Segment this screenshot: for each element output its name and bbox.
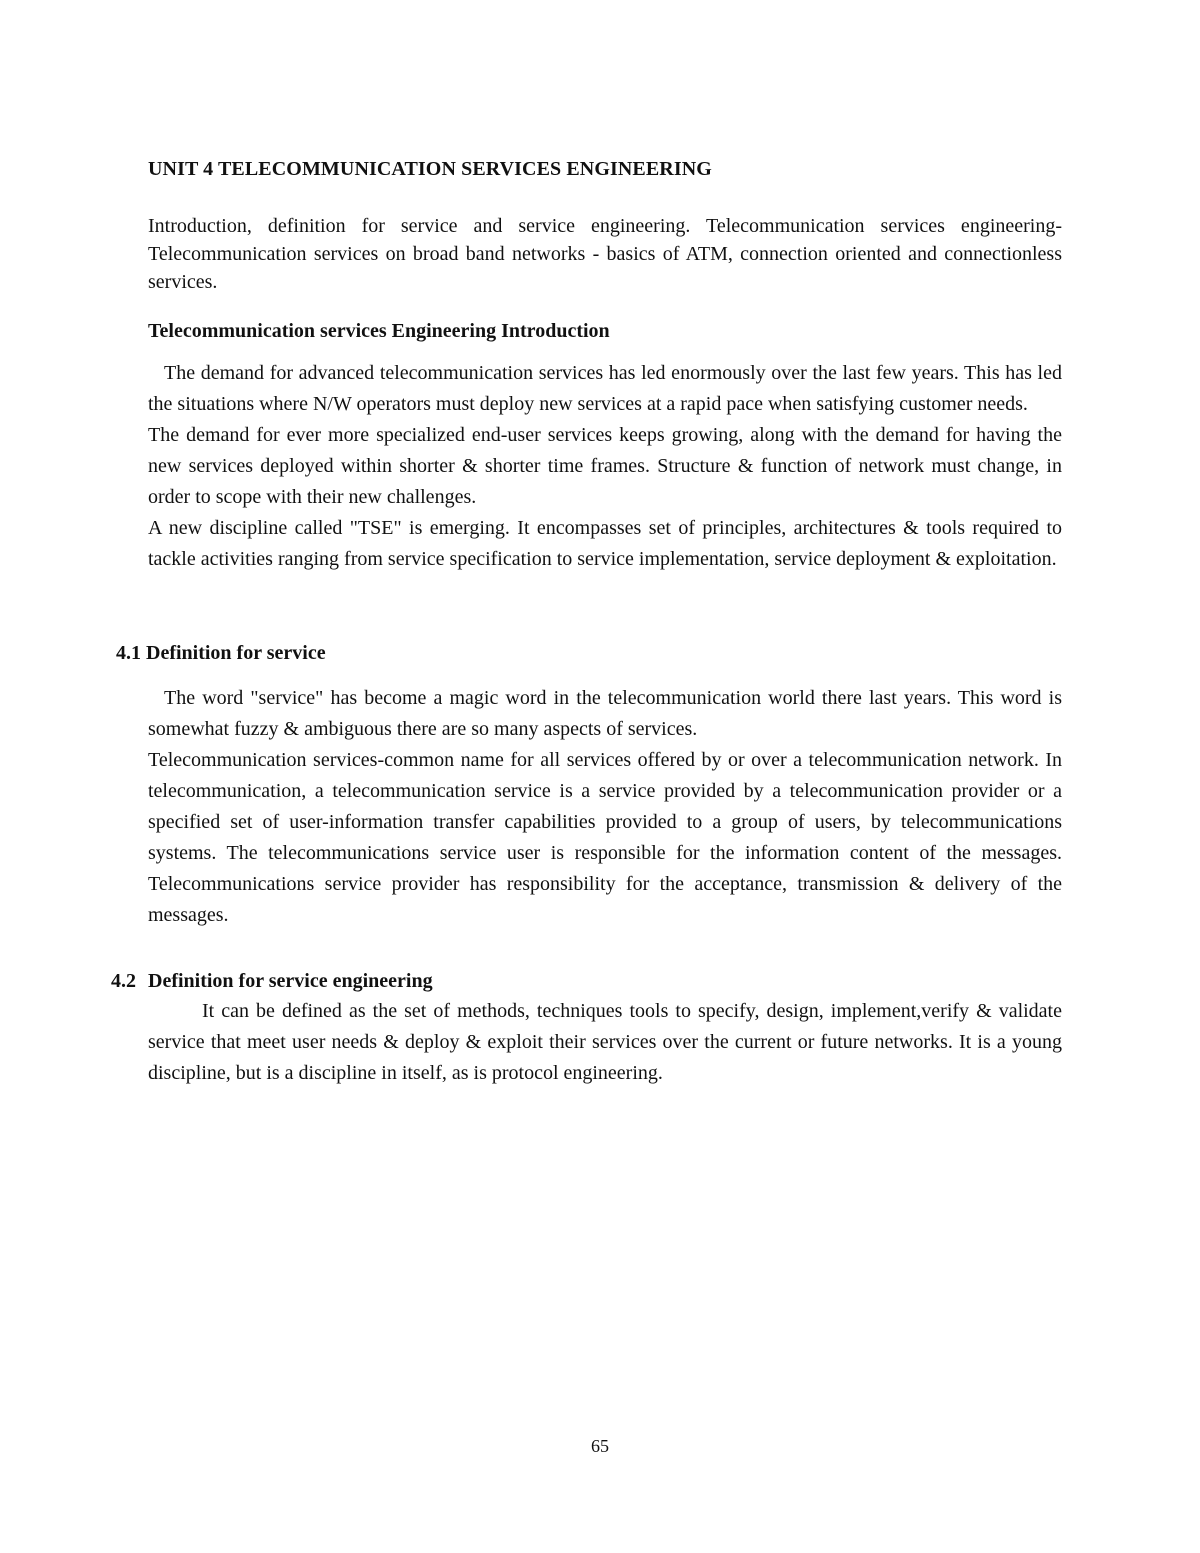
page-number: 65	[591, 1436, 609, 1456]
section-4-1-heading: 4.1 Definition for service	[116, 642, 326, 664]
section-4-2-body	[148, 996, 1062, 1089]
intro-paragraph-2: The demand for ever more specialized end-user services keeps growing, along with the demand for having the new services deployed within shorter & shorter time frames. Structure & function of network must change, in order to scope with their new challenges.	[148, 424, 1062, 508]
unit-title: UNIT 4 TELECOMMUNICATION SERVICES ENGINEERING	[148, 158, 712, 180]
section-4-2-paragraph-1: It can be defined as the set of methods, techniques tools to specify, design, implement,verify & validate service that meet user needs & deploy & exploit their services over the current or future networks. It is a young discipline, but is a discipline in itself, as is protocol engineering.	[148, 1000, 1062, 1084]
intro-heading: Telecommunication services Engineering Introduction	[148, 320, 610, 342]
unit-syllabus: Introduction, definition for service and service engineering. Telecommunication services engineering-Telecommunication services on broad band networks - basics of ATM, connection oriented and connectionless services.	[148, 215, 1062, 293]
intro-paragraph-1: The demand for advanced telecommunication services has led enormously over the last few years. This has led the situations where N/W operators must deploy new services at a rapid pace when satisfying customer needs.	[148, 362, 1062, 415]
intro-paragraph-3: A new discipline called "TSE" is emerging. It encompasses set of principles, architectures & tools required to tackle activities ranging from service specification to service implementation, service deployment & exploitation.	[148, 517, 1062, 570]
intro-body	[148, 358, 1062, 575]
section-4-1-body	[148, 683, 1062, 931]
section-4-2-number: 4.2	[111, 970, 136, 992]
section-4-1-paragraph-1: The word "service" has become a magic word in the telecommunication world there last years. This word is somewhat fuzzy & ambiguous there are so many aspects of services.	[148, 687, 1062, 740]
section-4-1-paragraph-2: Telecommunication services-common name for all services offered by or over a telecommunication network. In telecommunication, a telecommunication service is a service provided by a telecommunication provider or a specified set of user-information transfer capabilities provided to a group of users, by telecommunications systems. The telecommunications service user is responsible for the information content of the messages. Telecommunications service provider has responsibility for the acceptance, transmission & delivery of the messages.	[148, 749, 1062, 926]
section-4-2-title: Definition for service engineering	[148, 970, 433, 992]
section-4-2-heading	[111, 970, 433, 993]
